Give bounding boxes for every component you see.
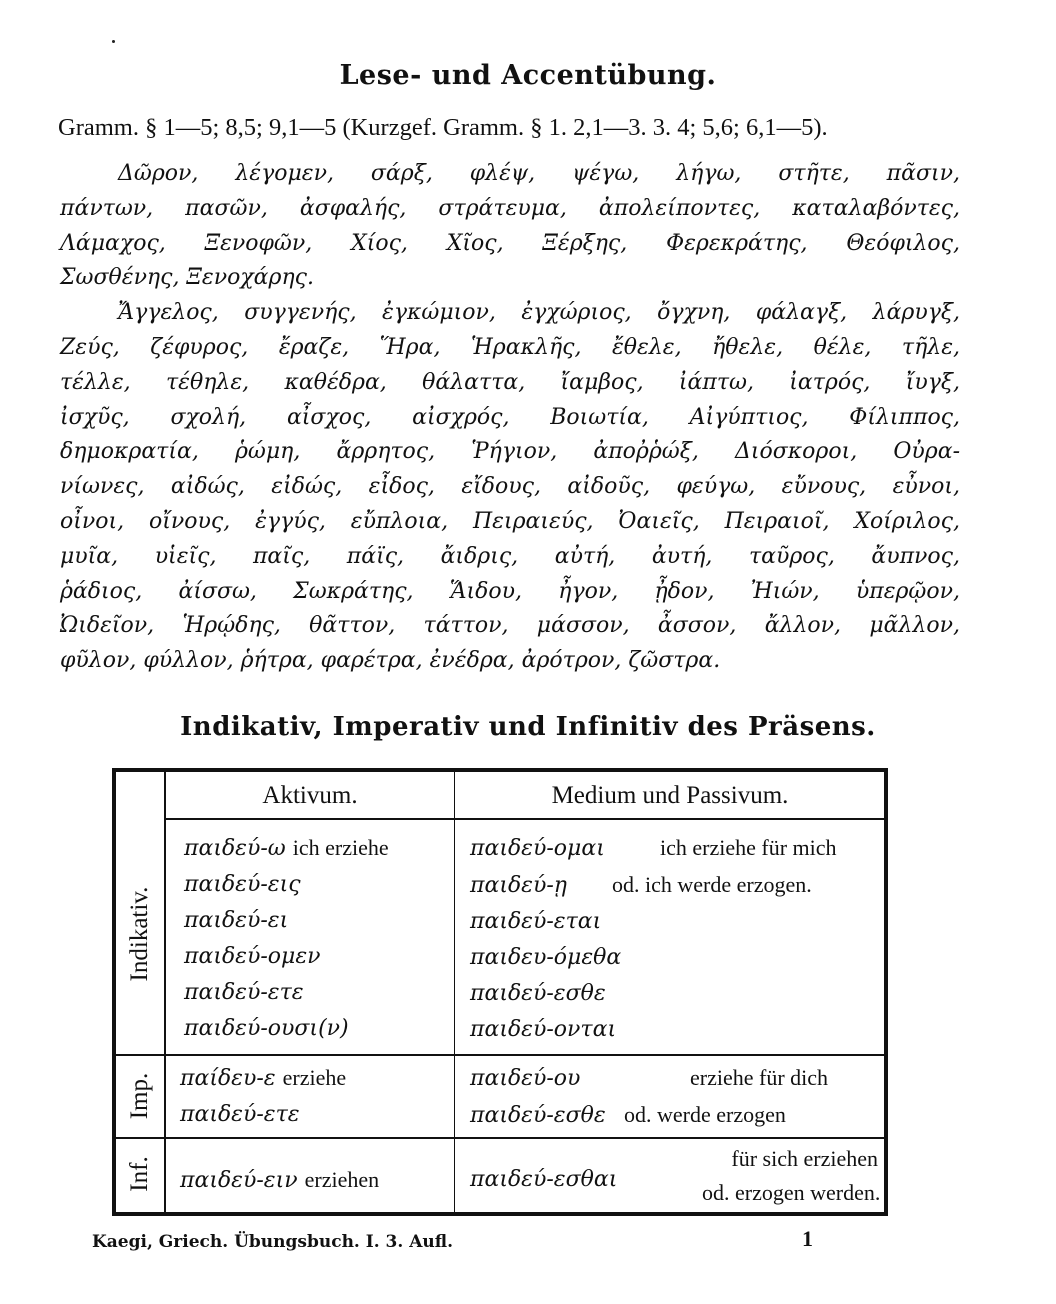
table-row — [184, 975, 389, 1011]
table-row — [184, 830, 389, 867]
greek-line: οἶνοι, οἴνους, ἐγγύς, εὔπλοια, Πειραιεύς, Ὀαιεῖς, Πειραιοῖ, Χοίριλος, — [60, 508, 960, 534]
ind-active-forms — [184, 830, 389, 1047]
page-title: Lese- und Accentübung. — [339, 60, 717, 91]
greek-line: Ζεύς, ζέφυρος, ἔραζε, Ἥρα, Ἡρακλῆς, ἔθελε, ἤθελε, θέλε, τῆλε, — [60, 334, 960, 360]
table-row — [470, 867, 837, 904]
greek-line: πάντων, πασῶν, ἀσφαλής, στράτευμα, ἀπολείποντες, καταλαβόντες, — [60, 195, 960, 221]
greek-line: Λάμαχος, Ξενοφῶν, Χίος, Χῖος, Ξέρξης, Φερεκράτης, Θεόφιλος, — [60, 230, 960, 256]
greek-form: παιδεύ-εσθε — [470, 1103, 606, 1128]
footer-citation: Kaegi, Griech. Übungsbuch. I. 3. Aufl. — [92, 1232, 454, 1252]
greek-line: ἰσχῦς, σχολή, αἶσχος, αἰσχρός, Βοιωτία, Αἰγύπτιος, Φίλιππος, — [60, 404, 960, 430]
greek-form: παιδεύ-εσθαι — [470, 1167, 618, 1192]
greek-form: παιδεύ-ομεν — [184, 944, 321, 969]
imp-active-forms — [180, 1060, 346, 1133]
greek-line: φῦλον, φύλλον, ῥήτρα, φαρέτρα, ἐνέδρα, ἀρότρον, ζῶστρα. — [60, 648, 721, 674]
label-indicative: Indikativ. — [126, 886, 153, 982]
stray-mark — [112, 40, 115, 43]
table-row — [470, 940, 837, 976]
table-row — [470, 830, 837, 867]
imp-medium-forms — [470, 1060, 828, 1134]
german-gloss: od. ich werde erzogen. — [612, 872, 812, 897]
table-divider — [454, 772, 455, 1212]
table-row — [184, 939, 389, 975]
greek-form: παιδεύ-ετε — [184, 980, 304, 1005]
greek-line: ῥάδιος, ἀίσσω, Σωκράτης, Ἅιδου, ἦγον, ᾖδον, Ἠιών, ὑπερῷον, — [60, 578, 960, 604]
greek-form: παιδευ-όμεθα — [470, 945, 622, 970]
inf-medium-form — [470, 1162, 617, 1198]
german-gloss: erziehe für dich — [690, 1065, 829, 1090]
greek-form: παιδεύ-ω — [184, 836, 286, 861]
greek-line: δημοκρατία, ῥώμη, ἄρρητος, Ῥήγιον, ἀποῤῥώξ, Διόσκοροι, Οὐρα- — [60, 439, 960, 465]
german-gloss: erziehe — [282, 1065, 347, 1090]
table-row — [470, 904, 837, 940]
label-imperative: Imp. — [126, 1072, 153, 1120]
table-row — [184, 903, 389, 939]
table-row — [180, 1097, 346, 1133]
table-divider — [164, 772, 166, 1212]
section-title: Indikativ, Imperativ und Infinitiv des Präsens. — [180, 712, 876, 742]
greek-line: Ἄγγελος, συγγενής, ἐγκώμιον, ἐγχώριος, ὄγχνη, φάλαγξ, λάρυγξ, — [118, 300, 960, 326]
header-active: Aktivum. — [262, 782, 358, 809]
reading-exercise — [60, 157, 960, 679]
ind-medium-forms — [470, 830, 837, 1048]
table-row — [184, 867, 389, 903]
header-medium: Medium und Passivum. — [551, 782, 789, 809]
grammar-reference: Gramm. § 1—5; 8,5; 9,1—5 (Kurzgef. Gramm. § 1. 2,1—3. 3. 4; 5,6; 6,1—5). — [58, 114, 828, 141]
greek-form: παιδεύ-ουσι(ν) — [184, 1016, 349, 1041]
greek-form: παιδεύ-εις — [184, 872, 301, 897]
inf-active-form — [180, 1162, 379, 1199]
greek-form: παιδεύ-εσθε — [470, 981, 606, 1006]
greek-line: Σωσθένης, Ξενοχάρης. — [60, 265, 314, 291]
greek-form: παιδεύ-ῃ — [470, 873, 567, 898]
greek-line: Δῶρον, λέγομεν, σάρξ, φλέψ, ψέγω, λήγω, στῆτε, πᾶσιν, — [118, 161, 960, 186]
greek-form: παιδεύ-ου — [470, 1066, 581, 1091]
german-gloss: ich erziehe — [292, 835, 389, 860]
greek-form: παιδεύ-ειν — [180, 1168, 298, 1193]
german-gloss: für sich erziehen — [731, 1146, 878, 1171]
table-row — [180, 1060, 346, 1097]
table-row — [470, 976, 837, 1012]
table-row — [470, 1012, 837, 1048]
greek-form: παίδευ-ε — [180, 1066, 276, 1091]
inf-medium-gloss — [702, 1142, 881, 1210]
german-gloss: ich erziehe für mich — [660, 835, 837, 860]
german-gloss: erziehen — [304, 1167, 380, 1192]
greek-form: παιδεύ-ομαι — [470, 836, 605, 861]
conjugation-table — [112, 768, 888, 1216]
label-infinitive: Inf. — [126, 1156, 153, 1192]
table-row — [470, 1097, 828, 1134]
page-number: 1 — [802, 1226, 813, 1251]
table-divider — [116, 1137, 884, 1139]
greek-form: παιδεύ-ετε — [180, 1102, 300, 1127]
german-gloss: od. werde erzogen — [624, 1102, 786, 1127]
greek-line: μυῖα, υἱεῖς, παῖς, πάϊς, ἄιδρις, αὐτή, ἀυτή, ταῦρος, ἄυπνος, — [60, 543, 960, 569]
greek-form: παιδεύ-εται — [470, 909, 602, 934]
greek-line: τέλλε, τέθηλε, καθέδρα, θάλαττα, ἴαμβος, ἰάπτω, ἰατρός, ἴυγξ, — [60, 369, 960, 395]
greek-line: Ὠιδεῖον, Ἡρῴδης, θᾶττον, τάττον, μάσσον, ἆσσον, ἄλλον, μᾶλλον, — [60, 613, 960, 639]
table-divider — [116, 1054, 884, 1056]
greek-form: παιδεύ-ει — [184, 908, 289, 933]
greek-line: νίωνες, αἰδώς, εἰδώς, εἶδος, εἴδους, αἰδοῦς, φεύγω, εὔνους, εὖνοι, — [60, 474, 960, 500]
greek-form: παιδεύ-ονται — [470, 1017, 617, 1042]
table-row — [184, 1011, 389, 1047]
table-divider — [164, 818, 884, 820]
german-gloss: od. erzogen werden. — [702, 1180, 881, 1205]
table-row — [470, 1060, 828, 1097]
